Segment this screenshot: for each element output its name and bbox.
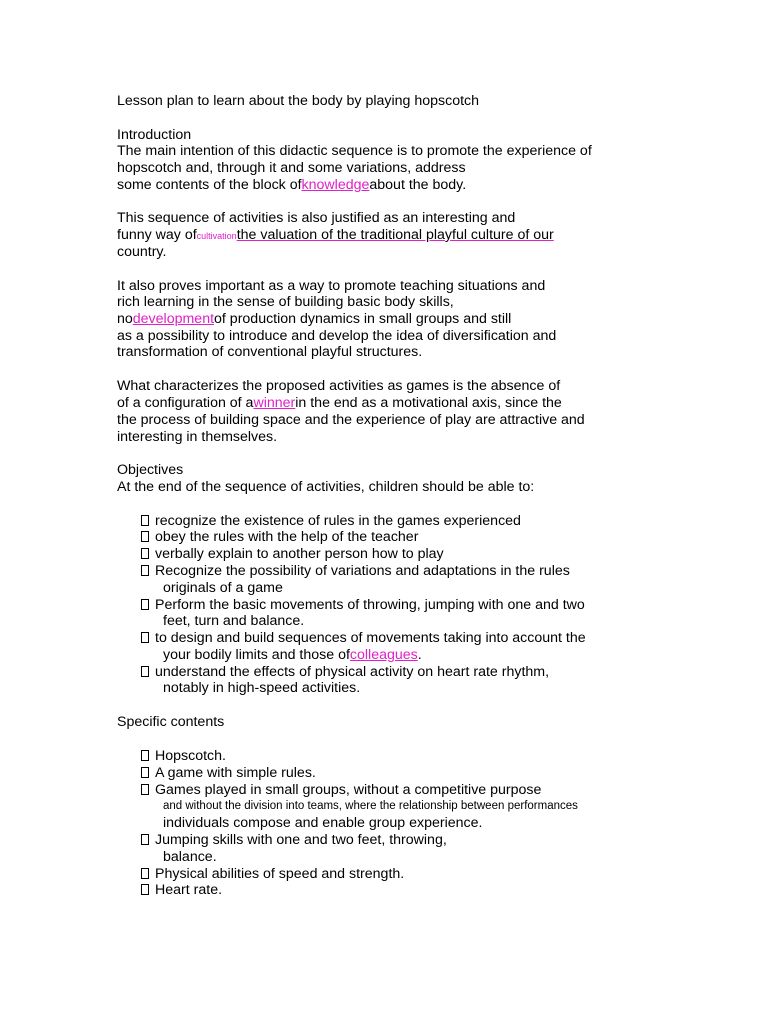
intro-paragraph-line: hopscotch and, through it and some variations, address xyxy=(117,160,466,176)
list-item: understand the effects of physical activity on heart rate rhythm, xyxy=(141,664,549,681)
importance-paragraph-line: nodevelopmentof production dynamics in small groups and still xyxy=(117,311,512,327)
bullet-icon xyxy=(141,515,149,526)
importance-paragraph-line: It also proves important as a way to promote teaching situations and xyxy=(117,278,546,294)
list-item: verbally explain to another person how to play xyxy=(141,546,444,563)
list-item-continuation: originals of a game xyxy=(163,580,283,596)
highlighted-word: development xyxy=(132,311,215,327)
importance-paragraph-line: as a possibility to introduce and develop the idea of diversification and xyxy=(117,328,557,344)
list-item: Perform the basic movements of throwing, jumping with one and two xyxy=(141,597,585,614)
justification-paragraph-line: funny way ofcultivationthe valuation of the traditional playful culture of our xyxy=(117,227,554,243)
list-item: A game with simple rules. xyxy=(141,765,316,782)
list-item-continuation: individuals compose and enable group experience. xyxy=(163,815,483,831)
bullet-icon xyxy=(141,531,149,542)
list-item: Jumping skills with one and two feet, throwing, xyxy=(141,832,447,849)
list-item: recognize the existence of rules in the games experienced xyxy=(141,513,521,530)
justification-paragraph-line: country. xyxy=(117,244,167,260)
list-item: obey the rules with the help of the teacher xyxy=(141,529,418,546)
contents-heading: Specific contents xyxy=(117,714,225,730)
importance-paragraph-line: transformation of conventional playful structures. xyxy=(117,344,423,360)
list-item: Heart rate. xyxy=(141,882,222,899)
games-paragraph-line: of a configuration of awinnerin the end as a motivational axis, since the xyxy=(117,395,562,411)
games-paragraph-line: interesting in themselves. xyxy=(117,429,278,445)
list-item-continuation: your bodily limits and those ofcolleagues. xyxy=(163,647,422,663)
list-item: Hopscotch. xyxy=(141,748,226,765)
bullet-icon xyxy=(141,599,149,610)
objectives-heading: Objectives xyxy=(117,462,184,478)
highlighted-word: knowledge xyxy=(301,177,370,193)
list-item: Recognize the possibility of variations and adaptations in the rules xyxy=(141,563,570,580)
list-item-continuation: notably in high-speed activities. xyxy=(163,680,361,696)
bullet-icon xyxy=(141,784,149,795)
list-item-continuation: feet, turn and balance. xyxy=(163,613,305,629)
games-paragraph-line: What characterizes the proposed activities as games is the absence of xyxy=(117,378,561,394)
document-title: Lesson plan to learn about the body by playing hopscotch xyxy=(117,93,480,109)
intro-paragraph-line: some contents of the block ofknowledgeabout the body. xyxy=(117,177,467,193)
justification-paragraph-line: This sequence of activities is also justified as an interesting and xyxy=(117,210,516,226)
introduction-heading: Introduction xyxy=(117,127,192,143)
bullet-icon xyxy=(141,632,149,643)
games-paragraph-line: the process of building space and the experience of play are attractive and xyxy=(117,412,585,428)
list-item: to design and build sequences of movements taking into account the xyxy=(141,630,586,647)
bullet-icon xyxy=(141,868,149,879)
list-item-continuation: and without the division into teams, where the relationship between performances xyxy=(163,800,578,812)
importance-paragraph-line: rich learning in the sense of building basic body skills, xyxy=(117,294,454,310)
bullet-icon xyxy=(141,767,149,778)
bullet-icon xyxy=(141,565,149,576)
list-item: Games played in small groups, without a competitive purpose xyxy=(141,782,541,799)
intro-paragraph-line: The main intention of this didactic sequence is to promote the experience of xyxy=(117,143,592,159)
bullet-icon xyxy=(141,884,149,895)
bullet-icon xyxy=(141,834,149,845)
list-item-continuation: balance. xyxy=(163,849,217,865)
bullet-icon xyxy=(141,750,149,761)
highlighted-word: cultivation xyxy=(196,231,237,241)
highlighted-word: winner xyxy=(253,395,296,411)
highlighted-word: colleagues xyxy=(349,647,418,663)
bullet-icon xyxy=(141,666,149,677)
list-item: Physical abilities of speed and strength. xyxy=(141,866,404,883)
bullet-icon xyxy=(141,548,149,559)
objectives-intro: At the end of the sequence of activities, children should be able to: xyxy=(117,479,535,495)
